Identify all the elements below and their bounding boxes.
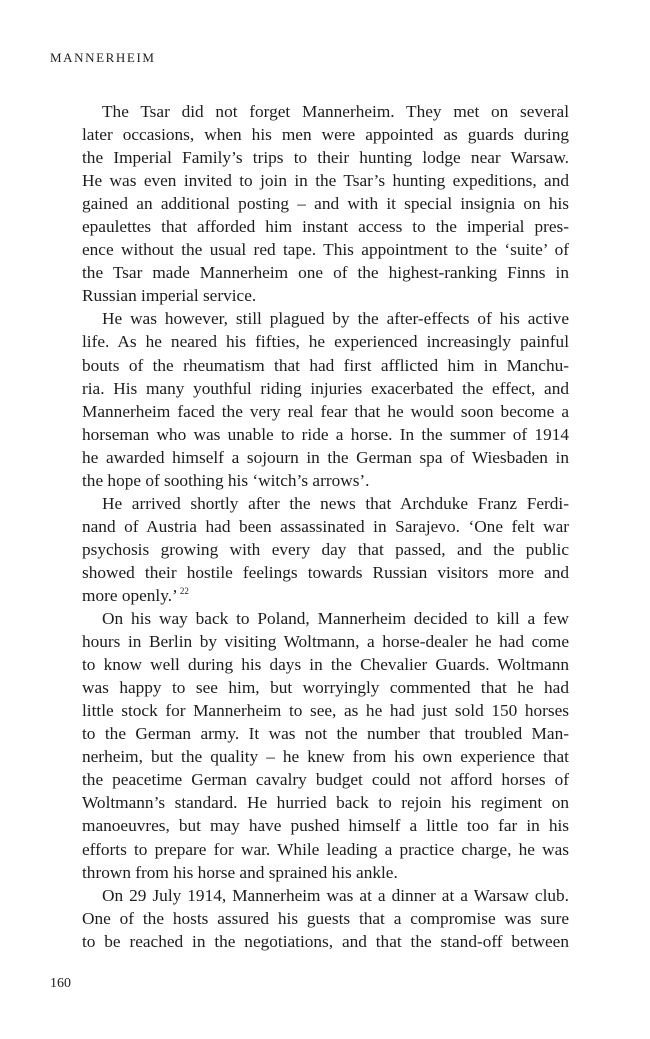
text-line: horseman who was unable to ride a horse. In the summer of 1914 (82, 424, 569, 444)
text-line (82, 584, 569, 607)
text-line: One of the hosts assured his guests that a compromise was sure (82, 908, 569, 928)
text-line: On his way back to Poland, Mannerheim decided to kill a few (102, 609, 569, 629)
text-line: to know well during his days in the Chevalier Guards. Woltmann (82, 655, 569, 675)
paragraph (82, 100, 569, 307)
text-line: life. As he neared his fifties, he experienced increasingly painful (82, 332, 569, 352)
text-line: He was even invited to join in the Tsar’s hunting expeditions, and (82, 171, 569, 191)
paragraph (82, 307, 569, 491)
text-line: He was however, still plagued by the after-effects of his active (102, 309, 569, 329)
body-text (82, 100, 569, 953)
text-line: the peacetime German cavalry budget could not afford horses of (82, 770, 569, 790)
text-line: thrown from his horse and sprained his ankle. (82, 862, 398, 882)
text-line: the Imperial Family’s trips to their hunting lodge near Warsaw. (82, 148, 569, 168)
text-line: later occasions, when his men were appointed as guards during (82, 125, 569, 145)
text-line: ria. His many youthful riding injuries exacerbated the effect, and (82, 378, 569, 398)
text-line: bouts of the rheumatism that had first afflicted him in Manchu- (82, 355, 569, 375)
paragraph (82, 884, 569, 953)
paragraph (82, 607, 569, 884)
text-line: psychosis growing with every day that passed, and the public (82, 539, 569, 559)
text-line: epaulettes that afforded him instant access to the imperial pres- (82, 217, 569, 237)
text-line: The Tsar did not forget Mannerheim. They met on several (102, 102, 569, 121)
text-line: was happy to see him, but worryingly commented that he had (82, 678, 569, 698)
text-line: Russian imperial service. (82, 286, 257, 306)
text-line: he awarded himself a sojourn in the German spa of Wiesbaden in (82, 447, 569, 467)
line-text: more openly.’ (82, 585, 178, 605)
text-line: hours in Berlin by visiting Woltmann, a horse-dealer he had come (82, 632, 569, 652)
running-head: MANNERHEIM (50, 50, 156, 65)
text-line: to the German army. It was not the number that troubled Man- (82, 724, 569, 744)
text-line: the Tsar made Mannerheim one of the highest-ranking Finns in (82, 263, 569, 283)
text-line: the hope of soothing his ‘witch’s arrows’. (82, 470, 370, 490)
text-line: nand of Austria had been assassinated in Sarajevo. ‘One felt war (82, 516, 569, 536)
page-number: 160 (50, 976, 71, 991)
text-line: Mannerheim faced the very real fear that he would soon become a (82, 401, 569, 421)
text-line: efforts to prepare for war. While leading a practice charge, he was (82, 839, 569, 859)
text-line: nerheim, but the quality – he knew from his own experience that (82, 747, 569, 767)
footnote-reference[interactable]: 22 (179, 585, 189, 596)
paragraph (82, 492, 569, 607)
text-line: little stock for Mannerheim to see, as he had just sold 150 horses (82, 701, 569, 721)
text-line: showed their hostile feelings towards Russian visitors more and (82, 562, 569, 582)
text-line: On 29 July 1914, Mannerheim was at a dinner at a Warsaw club. (102, 885, 569, 905)
text-line: He arrived shortly after the news that Archduke Franz Ferdi- (102, 493, 569, 513)
text-line: manoeuvres, but may have pushed himself a little too far in his (82, 816, 569, 836)
text-line: Woltmann’s standard. He hurried back to rejoin his regiment on (82, 793, 569, 813)
text-line: to be reached in the negotiations, and that the stand-off between (82, 931, 569, 951)
text-line: gained an additional posting – and with it special insignia on his (82, 194, 569, 214)
text-line: ence without the usual red tape. This appointment to the ‘suite’ of (82, 240, 569, 260)
